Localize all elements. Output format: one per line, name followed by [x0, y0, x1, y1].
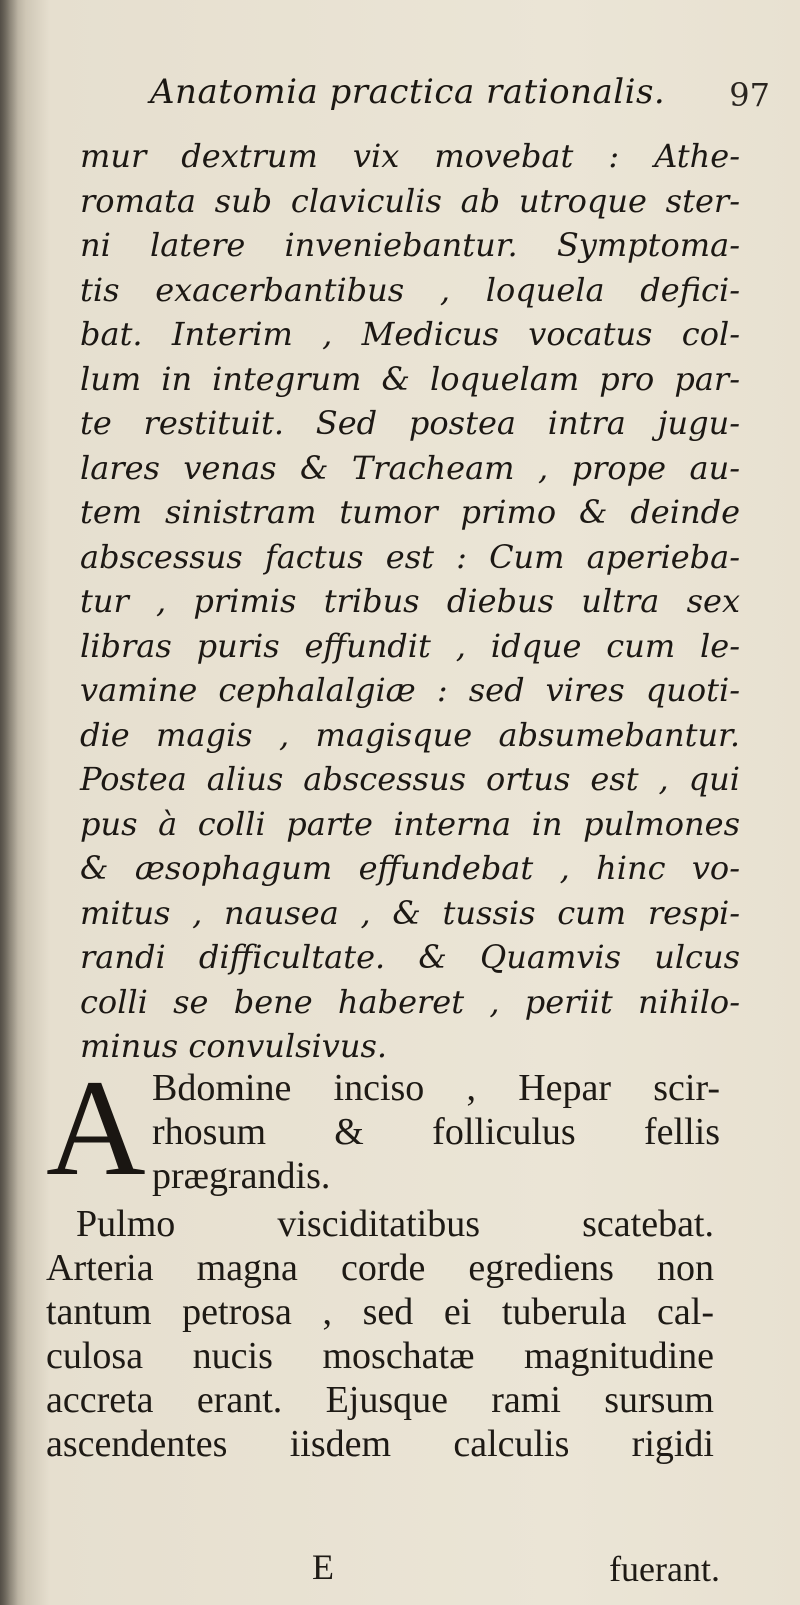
text-line: die magis , magisque absumebantur. — [80, 715, 740, 754]
gutter-shadow — [0, 0, 18, 1605]
running-head: Anatomia practica rationalis. — [150, 72, 666, 112]
text-line: colli se bene haberet , periit nihilo- — [80, 982, 740, 1021]
text-line: prægrandis. — [152, 1155, 331, 1197]
case-report-paragraph — [80, 134, 740, 1069]
text-line: Pulmo visciditatibus scatebat. — [76, 1203, 714, 1245]
text-line: pus à colli parte interna in pulmones — [80, 804, 740, 843]
text-line: te restituit. Sed postea intra jugu- — [80, 404, 740, 442]
text-line: Bdomine inciso , Hepar scir- — [152, 1067, 720, 1109]
page-footer — [300, 1546, 720, 1596]
page-header — [150, 72, 790, 132]
text-line: tur , primis tribus diebus ultra sex — [80, 582, 740, 620]
text-line: mitus , nausea , & tussis cum respi- — [80, 893, 740, 932]
text-line: tis exacerbantibus , loquela defici- — [80, 270, 740, 309]
text-line: Arteria magna corde egrediens non — [46, 1247, 714, 1289]
text-line: rhosum & folliculus fellis — [152, 1111, 720, 1153]
text-line: ni latere inveniebantur. Symptoma- — [80, 226, 740, 264]
text-line: tantum petrosa , sed ei tuberula cal- — [46, 1291, 714, 1333]
text-line: tem sinistram tumor primo & deinde — [80, 493, 740, 531]
text-line: randi difficultate. & Quamvis ulcus — [80, 938, 740, 976]
page-number: 97 — [729, 76, 770, 114]
text-line: mur dextrum vix movebat : Athe- — [80, 137, 740, 175]
lung-artery-paragraph — [46, 1202, 714, 1466]
drop-cap: A — [46, 1051, 146, 1204]
signature-mark: E — [312, 1547, 334, 1587]
text-line: accreta erant. Ejusque rami sursum — [46, 1379, 714, 1421]
text-line: lares venas & Tracheam , prope au- — [80, 448, 740, 487]
text-line: libras puris effundit , idque cum le- — [80, 626, 740, 665]
text-line: ascendentes iisdem calculis rigidi — [46, 1423, 714, 1465]
text-line: & æsophagum effundebat , hinc vo- — [80, 849, 740, 887]
text-line: bat. Interim , Medicus vocatus col- — [80, 315, 740, 353]
autopsy-paragraph — [152, 1066, 720, 1198]
text-line: culosa nucis moschatæ magnitudine — [46, 1335, 714, 1377]
catchword: fuerant. — [609, 1549, 720, 1589]
text-line: minus convulsivus. — [80, 1027, 388, 1065]
text-line: romata sub claviculis ab utroque ster- — [80, 181, 740, 220]
text-line: lum in integrum & loquelam pro par- — [80, 359, 740, 398]
text-line: Postea alius abscessus ortus est , qui — [80, 760, 740, 798]
text-line: vamine cephalalgiæ : sed vires quoti- — [80, 671, 740, 709]
text-line: abscessus factus est : Cum aperieba- — [80, 537, 740, 576]
